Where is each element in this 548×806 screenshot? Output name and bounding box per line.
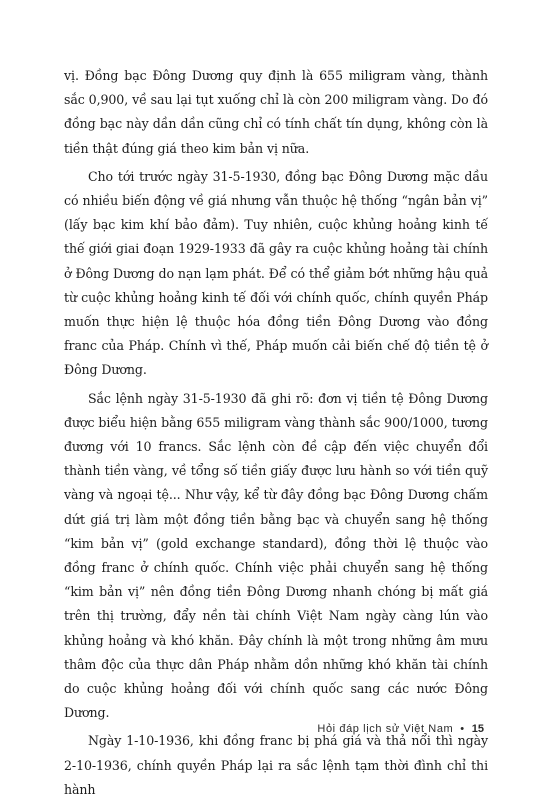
- paragraph-2: Cho tới trước ngày 31-5-1930, đồng bạc Đông Dương mặc dầu có nhiều biến động về giá nhưng vẫn thuộc hệ thống “ngân bản vị” (lấy bạc kim khí bảo đảm). Tuy nhiên, cuộc khủng hoảng kinh tế thế giới giai đoạn 1929-1933 đã gây ra cuộc khủng hoảng tài chính ở Đông Dương do nạn lạm phát. Để có thể giảm bớt những hậu quả từ cuộc khủng hoảng kinh tế đối với chính quốc, chính quyền Pháp muốn thực hiện lệ thuộc hóa đồng tiền Đông Dương vào đồng franc của Pháp. Chính vì thế, Pháp muốn cải biến chế độ tiền tệ ở Đông Dương.: [64, 168, 488, 378]
- paragraph-4: Ngày 1-10-1936, khi đồng franc bị phá giá và thả nổi thì ngày 2-10-1936, chính quyền Pháp lại ra sắc lệnh tạm thời đình chỉ thi hành: [64, 733, 488, 797]
- footer-separator: •: [460, 723, 465, 735]
- page-body: [64, 64, 488, 806]
- page-number: 15: [471, 723, 484, 735]
- paragraph-3: Sắc lệnh ngày 31-5-1930 đã ghi rõ: đơn vị tiền tệ Đông Dương được biểu hiện bằng 655 miligram vàng thành sắc 900/1000, tương đương với 10 francs. Sắc lệnh còn đề cập đến việc chuyển đổi thành tiền vàng, về tổng số tiền giấy được lưu hành so với tiền quỹ vàng và ngoại tệ... Như vậy, kể từ đây đồng bạc Đông Dương chấm dứt giá trị làm một đồng tiền bằng bạc và chuyển sang hệ thống “kim bản vị” (gold exchange standard), đồng thời lệ thuộc vào đồng franc ở chính quốc. Chính việc phải chuyển sang hệ thống “kim bản vị” nên đồng tiền Đông Dương nhanh chóng bị mất giá trên thị trường, đẩy nền tài chính Việt Nam ngày càng lún vào khủng hoảng và khó khăn. Đây chính là một trong những âm mưu thâm độc của thực dân Pháp nhằm dồn những khó khăn tài chính do cuộc khủng hoảng đối với chính quốc sang các nước Đông Dương.: [64, 390, 488, 721]
- page-footer: [317, 723, 484, 735]
- running-title: Hỏi đáp lịch sử Việt Nam: [317, 723, 454, 735]
- paragraph-1: vị. Đồng bạc Đông Dương quy định là 655 miligram vàng, thành sắc 0,900, về sau lại tụt xuống chỉ là còn 200 miligram vàng. Do đó đồng bạc này dần dần cũng chỉ có tính chất tín dụng, không còn là tiền thật đúng giá theo kim bản vị nữa.: [64, 68, 488, 156]
